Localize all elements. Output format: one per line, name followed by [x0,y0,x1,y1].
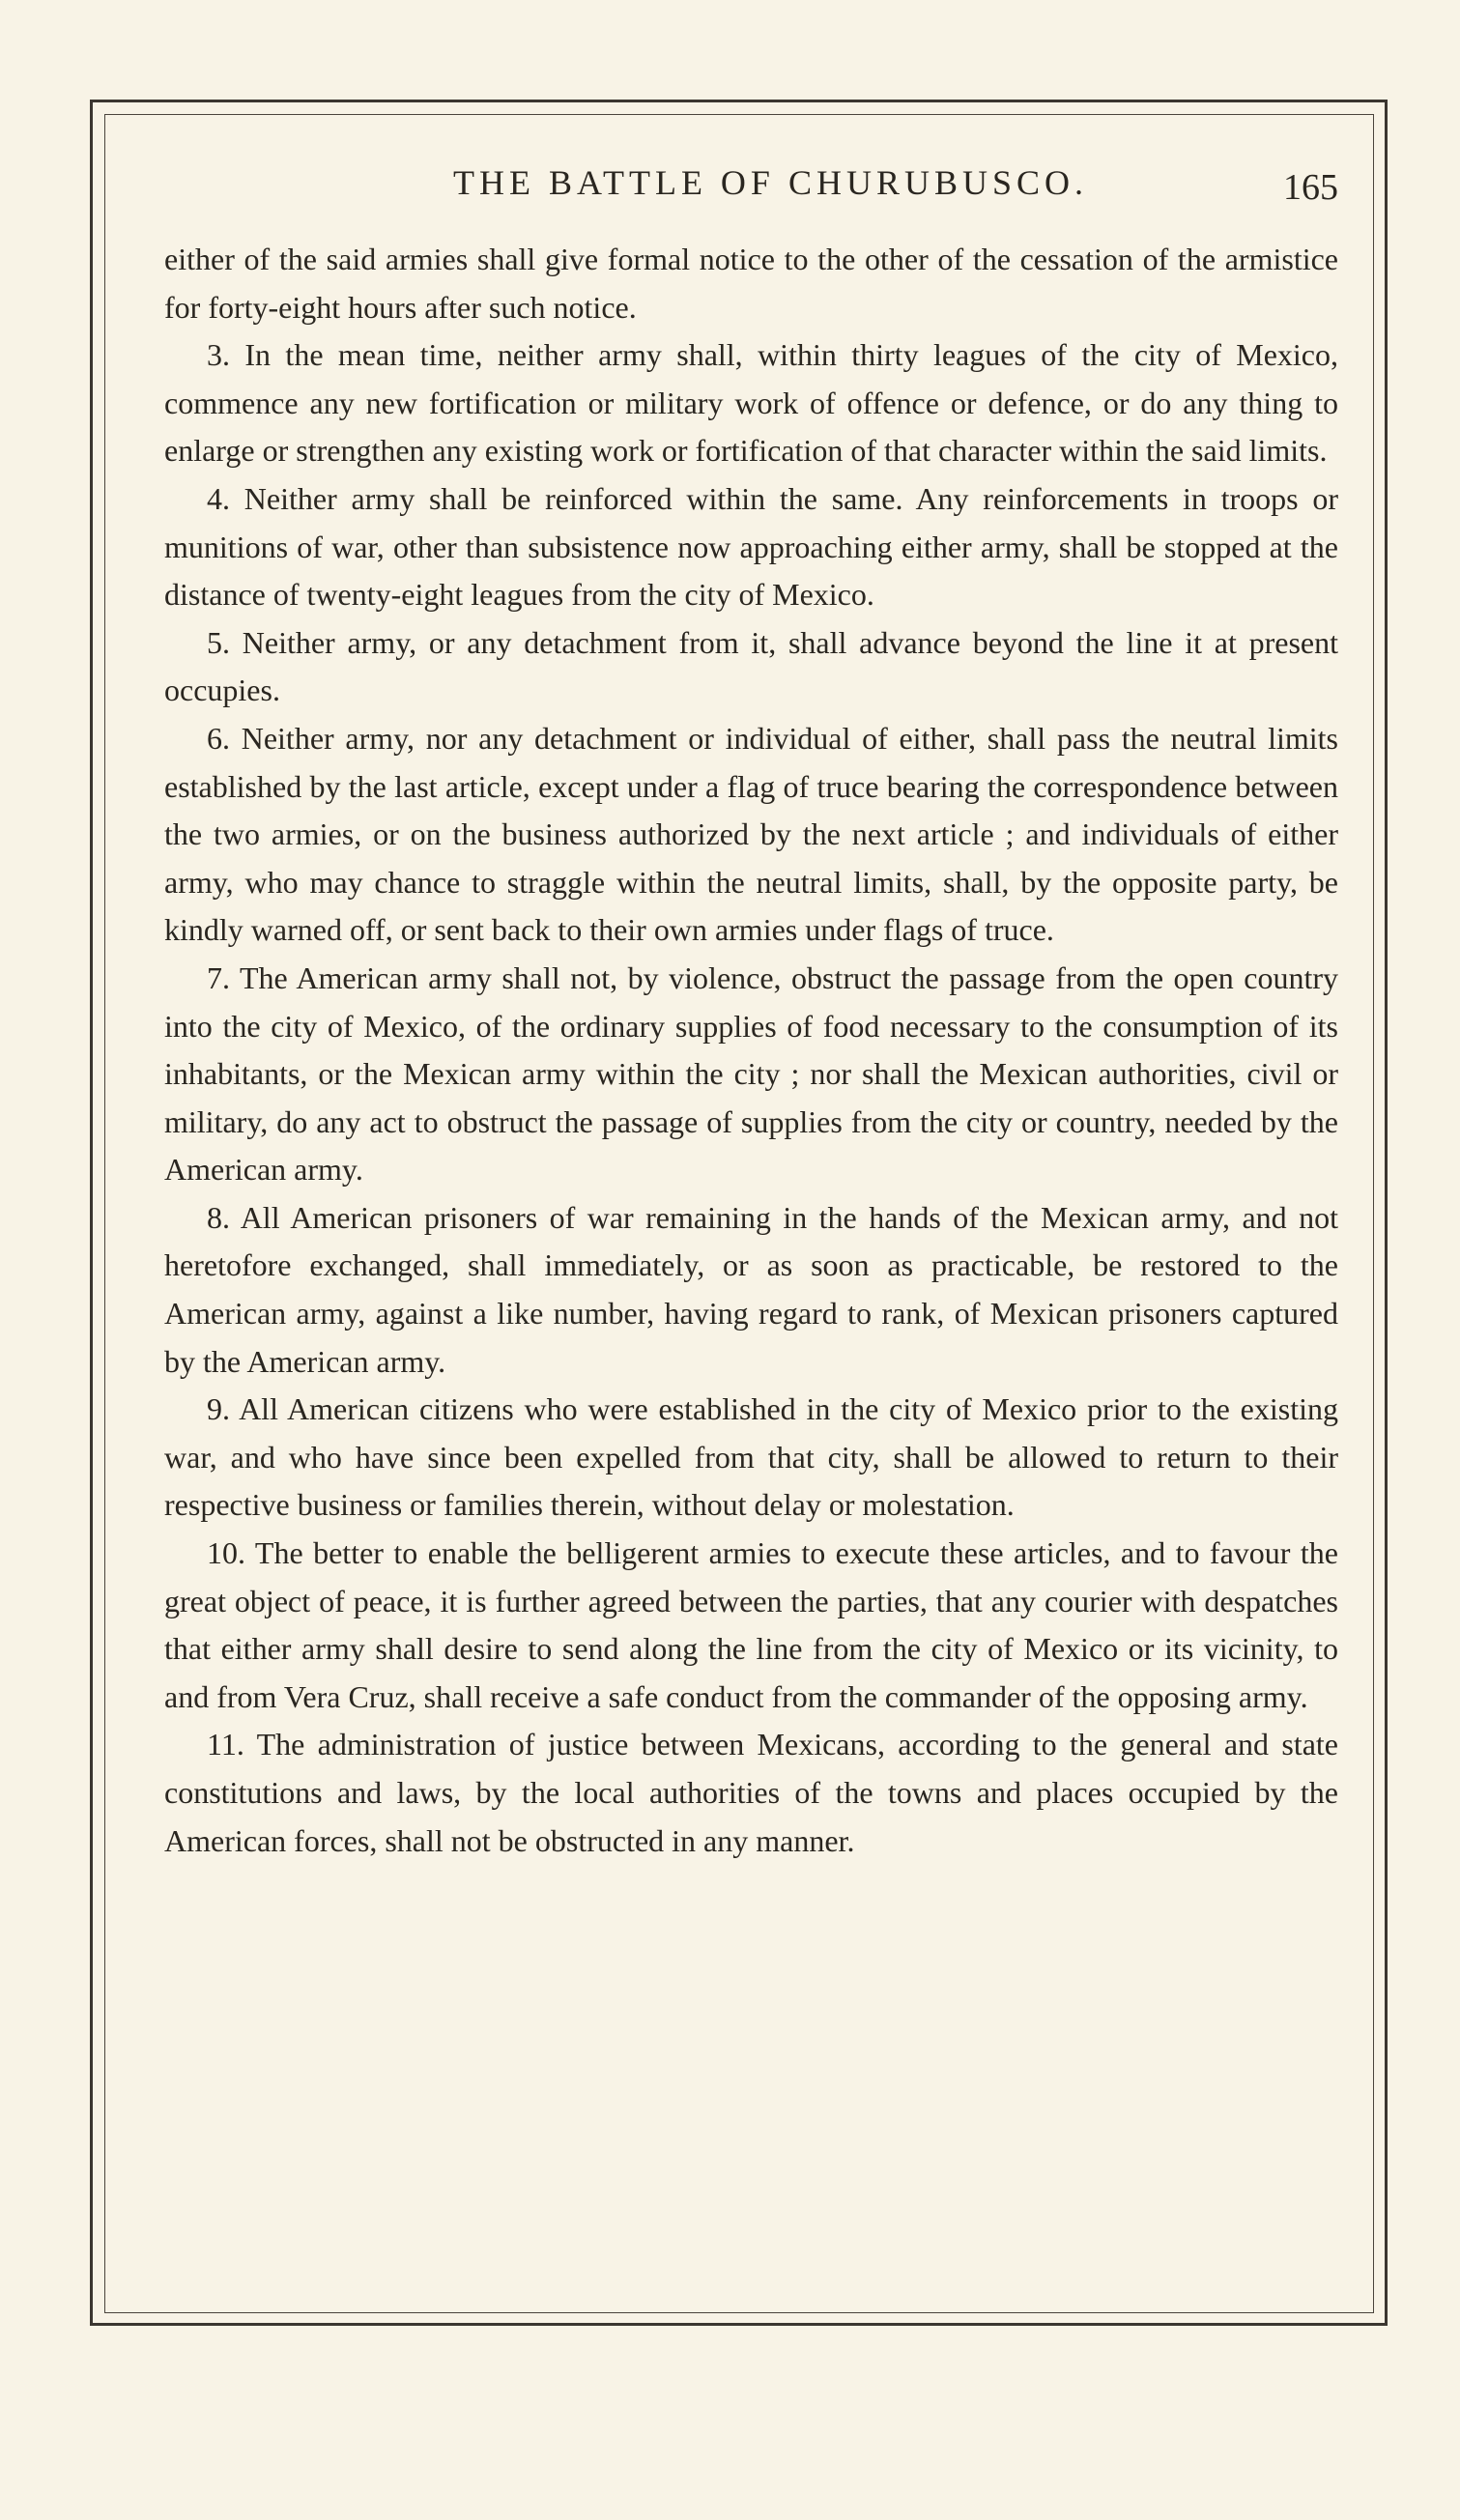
article-text: The American army shall not, by violence, obstruct the passage from the open country into the city of Mexico, of the ordinary supplies of food necessary to the consumption of its inhabitants, or the Mexican army within the city ; nor shall the Mexican authorities, civil or military, do any act to obstruct the passage of supplies from the city or country, needed by the American army. [164,959,1339,1188]
article-5 [164,619,1338,715]
running-head [164,162,1338,220]
paragraph-text: either of the said armies shall give formal notice to the other of the cessation of the armistice for forty-eight hours after such notice. [164,242,1338,325]
article-11 [164,1721,1338,1865]
article-text: All American prisoners of war remaining in the hands of the Mexican army, and not heretofore exchanged, shall immediately, or as soon as practicable, be restored to the American army, against a like number, having regard to rank, of Mexican prisoners captured by the American army. [164,1199,1339,1379]
page-number: 165 [1283,167,1338,208]
paragraph-continued [164,236,1338,331]
article-text: Neither army, nor any detachment or individual of either, shall pass the neutral limits established by the last article, except under a flag of truce bearing the correspondence between the two armies, or on the business authorized by the next article ; and individuals of either army, who may chance to straggle within the neutral limits, shall, by the opposite party, be kindly warned off, or sent back to their own armies under flags of truce. [164,720,1339,948]
article-text: The better to enable the belligerent armies to execute these articles, and to favour the great object of peace, it is further agreed between the parties, that any courier with despatches that either army shall desire to send along the line from the city of Mexico or its vicinity, to and from Vera Cruz, shall receive a safe conduct from the commander of the opposing army. [164,1535,1339,1714]
article-number: 5. [207,624,230,660]
article-6 [164,715,1338,955]
article-9 [164,1386,1338,1530]
article-number: 7. [207,959,230,995]
article-number: 10. [207,1535,245,1571]
article-text: Neither army, or any detachment from it, shall advance beyond the line it at present occupies. [164,624,1339,708]
running-title: THE BATTLE OF CHURUBUSCO. [452,163,1089,202]
article-number: 4. [207,480,230,516]
article-number: 8. [207,1199,230,1235]
article-7 [164,955,1338,1194]
article-text: Neither army shall be reinforced within the same. Any reinforcements in troops or munitions of war, other than subsistence now approaching either army, shall be stopped at the distance of twenty-eight leagues from the city of Mexico. [164,480,1339,613]
article-10 [164,1530,1338,1721]
article-8 [164,1194,1338,1386]
article-text: The administration of justice between Mexicans, according to the general and state constitutions and laws, by the local authorities of the towns and places occupied by the American forces, shall not be obstructed in any manner. [164,1727,1339,1858]
body-text [164,236,1338,1865]
article-text: In the mean time, neither army shall, within thirty leagues of the city of Mexico, commence any new fortification or military work of offence or defence, or do any thing to enlarge or strengthen any existing work or fortification of that character within the said limits. [164,337,1339,469]
article-number: 3. [207,337,230,373]
article-number: 6. [207,720,230,756]
article-4 [164,475,1338,619]
article-text: All American citizens who were established in the city of Mexico prior to the existing war, and who have since been expelled from that city, shall be allowed to return to their respective business or families therein, without delay or molestation. [164,1391,1339,1523]
article-number: 11. [207,1727,244,1762]
article-3 [164,331,1338,475]
article-number: 9. [207,1391,230,1427]
